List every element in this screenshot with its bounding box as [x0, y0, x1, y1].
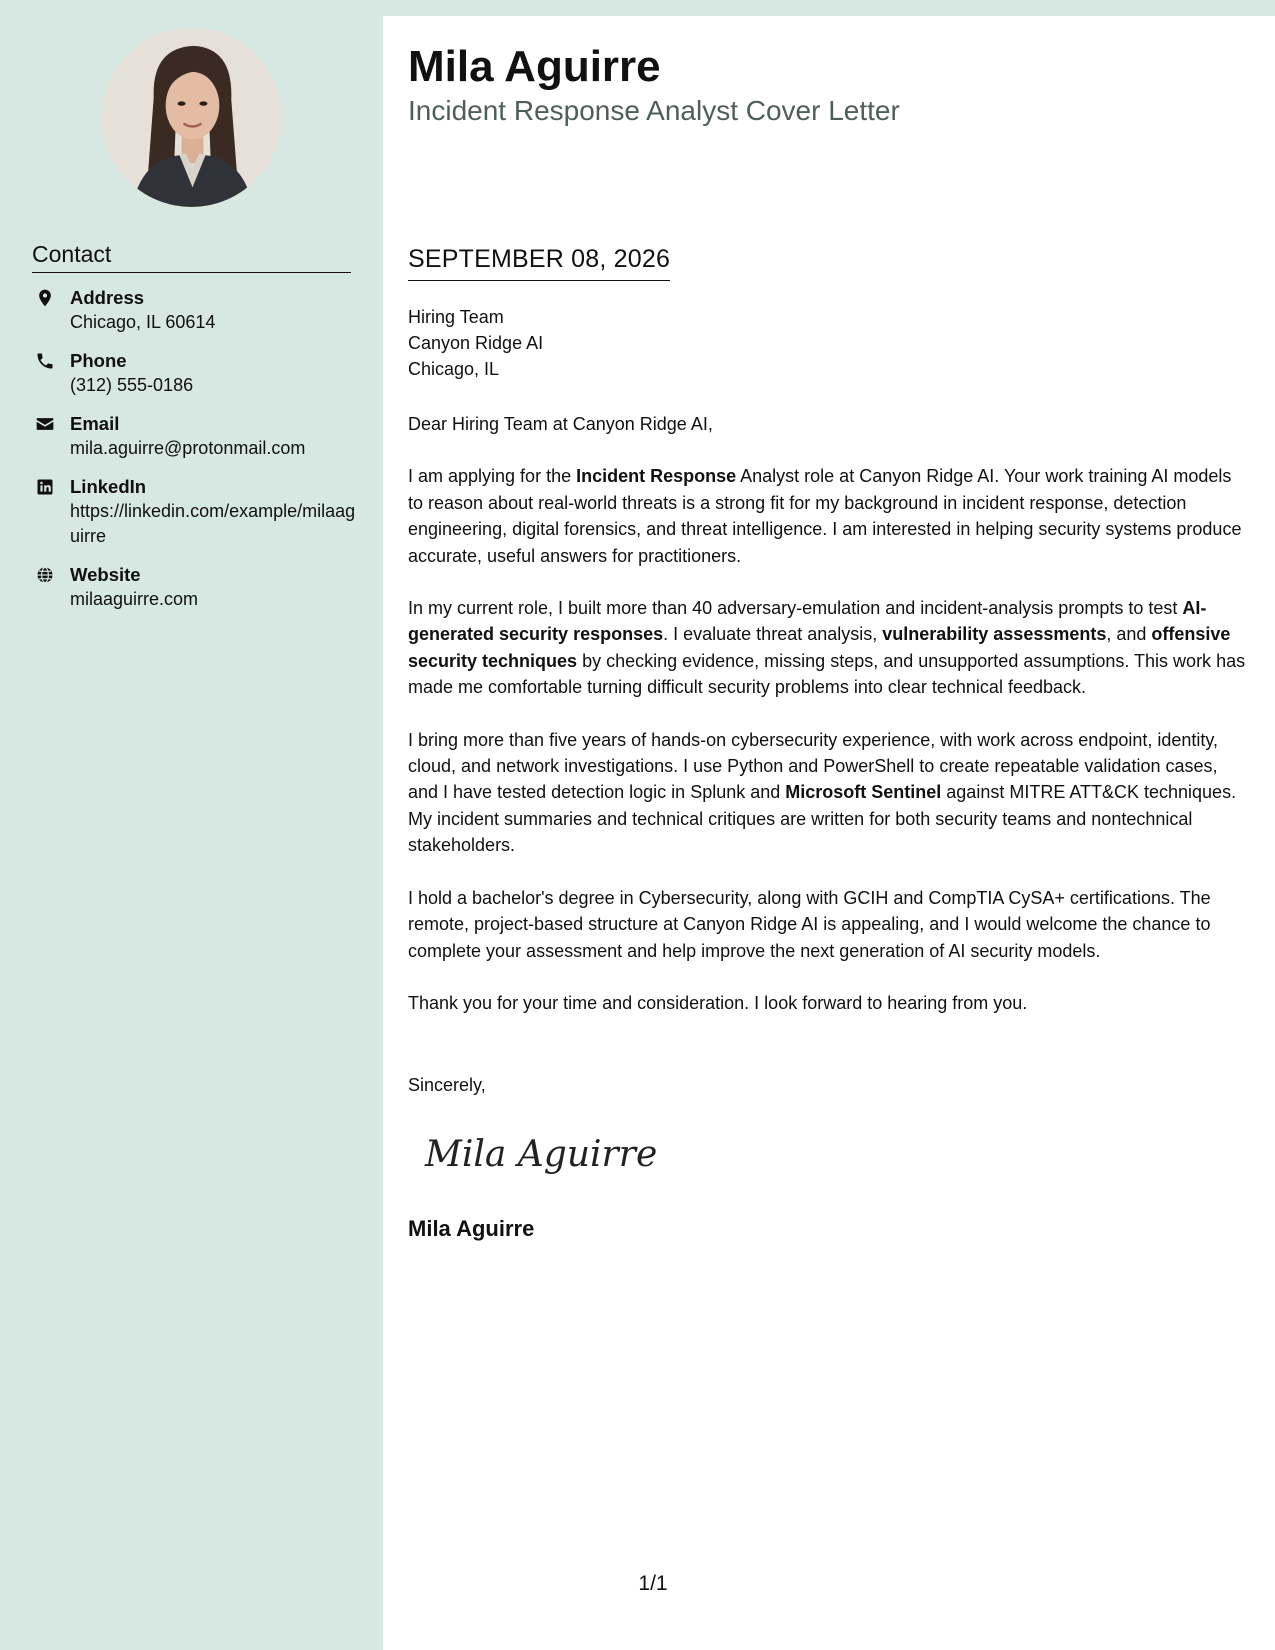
bold-run: offensive security techniques	[408, 624, 1231, 671]
recipient-block	[408, 304, 543, 382]
recipient-line: Chicago, IL	[408, 359, 500, 379]
signed-name: Mila Aguirre	[408, 1216, 535, 1241]
letter-main	[383, 16, 1275, 1650]
address-value: Chicago, IL 60614	[70, 312, 216, 332]
contact-label: Phone	[70, 350, 127, 371]
contact-label: LinkedIn	[70, 476, 147, 497]
contact-linkedin	[32, 474, 357, 549]
text-run: by checking evidence, missing steps, and unsupported assumptions. This work has made me comfortable turning difficult security problems into clear technical feedback.	[408, 650, 1246, 698]
avatar	[102, 28, 281, 207]
bold-run: AI-generated security responses	[408, 598, 1207, 645]
contact-website	[32, 562, 357, 612]
sidebar	[0, 0, 383, 1650]
envelope-icon	[32, 411, 70, 434]
recipient-line: Canyon Ridge AI	[408, 333, 544, 353]
text-run: , and	[1106, 624, 1152, 645]
contact-list	[32, 285, 357, 625]
contact-address	[32, 285, 357, 335]
linkedin-icon	[32, 474, 70, 497]
linkedin-link[interactable]: https://linkedin.com/example/milaaguirre	[70, 501, 356, 546]
recipient-line: Hiring Team	[408, 307, 504, 327]
email-link[interactable]: mila.aguirre@protonmail.com	[70, 438, 306, 458]
paragraph-3	[408, 727, 1248, 859]
location-pin-icon	[32, 285, 70, 308]
website-link[interactable]: milaaguirre.com	[70, 589, 199, 609]
text-run: Analyst role at Canyon Ridge AI. Your work training AI models to reason about real-world threats is a strong fit for my background in incident response, detection engineering, digital forensics, and threat intelligence. I am interested in helping security systems produce accurate, useful answers for practitioners.	[408, 466, 1242, 566]
contact-label: Email	[70, 413, 120, 434]
contact-phone	[32, 348, 357, 398]
closing: Sincerely,	[408, 1075, 486, 1095]
contact-label: Website	[70, 564, 141, 585]
contact-email	[32, 411, 357, 461]
paragraph-4: I hold a bachelor's degree in Cybersecurity, along with GCIH and CompTIA CySA+ certifications. The remote, project-based structure at Canyon Ridge AI is appealing, and I would welcome the chance to complete your assessment and help improve the next generation of AI security models.	[408, 887, 1211, 961]
bold-run: vulnerability assessments	[882, 624, 1107, 645]
applicant-name: Mila Aguirre	[408, 42, 661, 91]
contact-heading: Contact	[32, 240, 351, 273]
text-run: against MITRE ATT&CK techniques. My incident summaries and technical critiques are written for both security teams and nontechnical stakeholders.	[408, 782, 1237, 856]
text-run: . I evaluate threat analysis,	[663, 624, 883, 645]
text-run: In my current role, I built more than 40 adversary-emulation and incident-analysis prompts to test	[408, 598, 1183, 619]
profile-photo	[102, 28, 281, 207]
letter-date: SEPTEMBER 08, 2026	[408, 244, 670, 281]
paragraph-5: Thank you for your time and consideration. I look forward to hearing from you.	[408, 992, 1028, 1013]
contact-label: Address	[70, 287, 145, 308]
letter-body	[408, 411, 1248, 1042]
bold-run: Incident Response	[576, 466, 737, 487]
phone-icon	[32, 348, 70, 371]
paragraph-1	[408, 463, 1248, 569]
phone-value: (312) 555-0186	[70, 375, 194, 395]
handwritten-signature	[421, 1124, 661, 1184]
text-run: I bring more than five years of hands-on cybersecurity experience, with work across endpoint, identity, cloud, and network investigations. I use Python and PowerShell to create repeatable validation cases, and I have tested detection logic in Splunk and	[408, 729, 1219, 803]
bold-run: Microsoft Sentinel	[785, 782, 942, 803]
page-number: 1/1	[638, 1572, 668, 1595]
paragraph-2	[408, 595, 1248, 701]
signature-text: Mila Aguirre	[425, 1134, 658, 1175]
text-run: I am applying for the	[408, 466, 577, 487]
salutation: Dear Hiring Team at Canyon Ridge AI,	[408, 414, 713, 434]
document-subtitle: Incident Response Analyst Cover Letter	[408, 95, 900, 126]
globe-icon	[32, 562, 70, 585]
